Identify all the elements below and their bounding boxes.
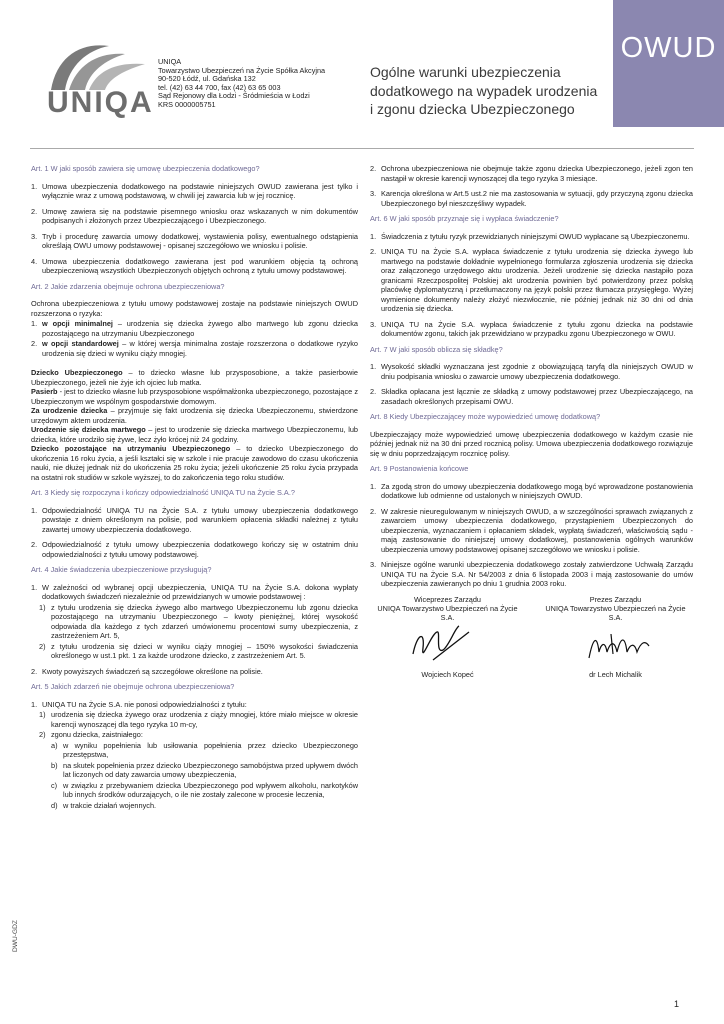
definition: Pasierb - jest to dziecko własne lub przysposobione współmałżonka ubezpieczonego, pozostające z Ubezpieczonym we wspólnym gospodarstwie domowym. [31, 387, 358, 406]
company-line: UNIQA [158, 57, 182, 66]
definition: Dziecko pozostające na utrzymaniu Ubezpieczonego – to dziecko Ubezpieczonego do ukończenia 16 roku życia, a jeśli kształci się w szkole i nie pracuje zawodowo do czasu ukończenia nauki, nie dłużej jednak niż do ukończenia 25 roku życia; jeżeli ukończenie 25 roku życia przypada na ostatni rok studiów w szkole wyższej, to do zakończenia tego roku studiów. [31, 444, 358, 482]
definition: Dziecko Ubezpieczonego – to dziecko własne lub przysposobione, a także pasierbowie Ubezpieczonego, jeżeli nie żyje ich ojciec lub matka. [31, 368, 359, 387]
article-heading: Art. 4 Jakie świadczenia ubezpieczeniowe przysługują? [31, 565, 212, 574]
title-line: dodatkowego na wypadek urodzenia [370, 82, 598, 99]
article-heading: Art. 8 Kiedy Ubezpieczającey może wypowiedzieć umowę dodatkową? [370, 412, 601, 421]
signature-role: Prezes Zarządu [589, 594, 642, 604]
side-document-code: DWU-GDZ [12, 920, 19, 952]
list-item: 2. Ochrona ubezpieczeniowa nie obejmuje także zgonu dziecka Ubezpieczonego, jeżeli zgon ten nastąpił w okresie karencji wynoszącej dla tego ryzyka 3 miesiące. [370, 164, 693, 183]
signature-org: UNIQA Towarzystwo Ubezpieczeń na Życie S.A. [545, 603, 686, 622]
signature-block [370, 595, 525, 679]
article-heading: Art. 1 W jaki sposób zawiera się umowę ubezpieczenia dodatkowego? [31, 164, 260, 173]
article-heading: Art. 2 Jakie zdarzenia obejmuje ochrona ubezpieczeniowa? [31, 281, 225, 291]
sub-sub-item: b) na skutek popełnienia przez dziecko Ubezpieczonego samobójstwa przed upływem dwóch lat liczonych od daty zawarcia umowy ubezpieczenia, [51, 760, 358, 779]
list-item: 2. w opcji standardowej – w której wersja minimalna zostaje rozszerzona o dodatkowe ryzyko urodzenia się dzieci w wyniku ciąży mnogiej. [31, 339, 358, 358]
logo-wordmark: UNIQA [47, 86, 154, 119]
signature-name: Wojciech Kopeć [421, 669, 474, 679]
list-item: 2. UNIQA TU na Życie S.A. wypłaca świadczenie z tytułu urodzenia się dziecka żywego lub martwego na podstawie dokładnie wypełnionego formularza zgłoszenia urodzenia się dziecka oraz załączonego urzędowego aktu urodzenia. Jeżeli urodzenie się dziecka nastąpiło poza granicami Rzeczpospolitej Polskiej akt urodzenia powinien być potwierdzony przez polską placówkę dyplomatyczną i przetłumaczony na język polski przez tłumacza przysięgłego. Wyżej wymienione dokumenty należy złożyć niezwłocznie, nie później jednak niż 30 dni od dnia urodzenia się dziecka. [370, 247, 693, 313]
list-item: 4. Umowa ubezpieczenia dodatkowego zawierana jest pod warunkiem objęcia tą ochroną ubezpieczeniową wszystkich Ubezpieczonych objętych ochroną z tytułu umowy podstawowej. [31, 256, 358, 275]
signatures [370, 595, 693, 679]
paragraph: Ochrona ubezpieczeniowa z tytułu umowy podstawowej zostaje na podstawie niniejszych OWUD rozszerzona o ryzyka: [31, 299, 358, 318]
owud-tab-label: OWUD [620, 32, 717, 64]
list-item: 2. Odpowiedzialność z tytułu umowy ubezpieczenia dodatkowego kończy się w ostatnim dniu odpowiedzialności z tytułu umowy podstawowej. [31, 540, 358, 559]
list-item: 1. w opcji minimalnej – urodzenia się dziecka żywego albo martwego lub zgonu dziecka pozostającego na utrzymaniu Ubezpieczonego [31, 319, 358, 338]
sub-sub-item: c) w związku z przebywaniem dziecka Ubezpieczonego pod wpływem alkoholu, narkotyków lub innych środków odurzających, o ile nie zostały zalecone w procesie leczenia, [51, 780, 358, 799]
article-heading: Art. 5 Jakich zdarzeń nie obejmuje ochrona ubezpieczeniowa? [31, 682, 235, 691]
signature-name: dr Lech Michalik [589, 669, 642, 679]
list-item: 3. UNIQA TU na Życie S.A. wypłaca świadczenie z tytułu zgonu dziecka na podstawie dokumentów zgonu, takich jak przewidziano w przypadku zgonu Ubezpieczonego w OWU. [370, 319, 693, 338]
left-column [31, 164, 358, 811]
document-title [370, 63, 610, 119]
list-item: 1. W zależności od wybranej opcji ubezpieczenia, UNIQA TU na Życie S.A. dokona wypłaty dodatkowych świadczeń niezależnie od przewidzianych w umowie podstawowej : [31, 582, 358, 601]
sub-item: 1) urodzenia się dziecka żywego oraz urodzenia z ciąży mnogiej, które miało miejsce w okresie karencji wynoszącej dla tego ryzyka 10 m-cy, [39, 710, 358, 729]
signature-org: UNIQA Towarzystwo Ubezpieczeń na Życie S.A. [377, 603, 518, 622]
company-info [158, 58, 358, 110]
list-item: 1. Za zgodą stron do umowy ubezpieczenia dodatkowego mogą być wprowadzone postanowienia dodatkowe lub odmienne od ustalonych w niniejszych OWUD. [370, 481, 693, 500]
list-item: 3. Tryb i procedurę zawarcia umowy dodatkowej, wystawienia polisy, ewentualnego odstąpienia określają OWU umowy podstawowej - opisanej szczegółowo we wniosku i polisie. [31, 231, 358, 250]
list-item: 2. Umowę zawiera się na podstawie pisemnego wniosku oraz wskazanych w nim dokumentów podpisanych i złożonych przez Ubezpieczającego i Ubezpieczonego. [31, 206, 358, 225]
article-heading: Art. 9 Postanowienia końcowe [370, 464, 469, 473]
sub-sub-item: d) w trakcie działań wojennych. [51, 800, 157, 810]
signature-role: Wiceprezes Zarządu [414, 594, 481, 604]
list-item: 3. Karencja określona w Art.5 ust.2 nie ma zastosowania w sytuacji, gdy przyczyną zgonu dziecka Ubezpieczonego był nieszczęśliwy wypadek. [370, 189, 693, 208]
list-item: 2. Kwoty powyższych świadczeń są szczegółowe określone na polisie. [31, 666, 263, 676]
paragraph: Ubezpieczający może wypowiedzieć umowę ubezpieczenia dodatkowego w każdym czasie nie później jednak niż na 30 dni przed rocznicą polisy. Umowa ubezpieczenia dodatkowego rozwiązuje się w dniu poprzedzającym rocznicę polisy. [370, 429, 693, 458]
list-item: 1. Umowa ubezpieczenia dodatkowego na podstawie niniejszych OWUD zawierana jest tylko i wyłącznie wraz z umową podstawową, w chwili jej zawarcia lub w jej rocznicę. [31, 181, 358, 200]
article-heading: Art. 3 Kiedy się rozpoczyna i kończy odpowiedzialność UNIQA TU na Życie S.A.? [31, 488, 295, 497]
signature-block [538, 595, 693, 679]
company-line: KRS 0000005751 [158, 99, 216, 109]
definition: Urodzenie się dziecka martwego – jest to urodzenie się dziecka martwego Ubezpieczonemu, lub dziecka, które urodziło się żywe, lecz żyło krócej niż 24 godziny. [31, 425, 358, 444]
sub-item: 2) z tytułu urodzenia się dzieci w wyniku ciąży mnogiej – 150% wysokości świadczenia określonego w ust.1 pkt. 1 za każde urodzone dziecko, z zastrzeżeniem Art. 5. [39, 641, 358, 660]
list-item: 1. UNIQA TU na Życie S.A. nie ponosi odpowiedzialności z tytułu: [31, 699, 247, 709]
list-item: 1. Wysokość składki wyznaczana jest zgodnie z obowiązującą taryfą dla niniejszych OWUD w dniu podpisania wniosku o zawarcie umowy ubezpieczenia dodatkowego. [370, 362, 693, 381]
company-line: Towarzystwo Ubezpieczeń na Życie Spółka Akcyjna [158, 65, 326, 75]
owud-tab [613, 0, 724, 127]
right-column [370, 164, 693, 679]
article-heading: Art. 6 W jaki sposób przyznaje się i wypłaca świadczenie? [370, 214, 559, 223]
list-item: 3. Niniejsze ogólne warunki ubezpieczenia dodatkowego zostały zatwierdzone Uchwałą Zarządu UNIQA TU na Życie S.A. Nr 54/2003 z dnia 6 listopada 2003 i mają zastosowanie do umów ubezpieczenia zawieranych po dniu 1 grudnia 2003 roku. [370, 560, 693, 588]
definition: Za urodzenie dziecka – przyjmuje się fakt urodzenia się dziecka Ubezpieczonemu, stwierdzone urzędowym aktem urodzenia. [31, 406, 358, 425]
title-line: i zgonu dziecka Ubezpieczonego [370, 101, 575, 117]
company-line: Sąd Rejonowy dla Łodzi - Śródmieścia w Łodzi [158, 91, 310, 101]
list-item: 2. Składka opłacana jest łącznie ze składką z umowy podstawowej przez Ubezpieczającego, na zasadach określonych przepisami OWU. [370, 387, 693, 406]
handwritten-signature-icon [541, 624, 691, 668]
list-item: 1. Odpowiedzialność UNIQA TU na Życie S.A. z tytułu umowy ubezpieczenia dodatkowego powstaje z dniem określonym na polisie, pod warunkiem opłacenia składki należnej z tytułu zawartej umowy ubezpieczenia dodatkowego. [31, 505, 358, 534]
sub-item: 2) zgonu dziecka, zaistniałego: [39, 730, 143, 739]
list-item: 2. W zakresie nieuregulowanym w niniejszych OWUD, a w szczególności sprawach związanych z zawarciem umowy ubezpieczenia dodatkowego, przystąpieniem Ubezpieczonych do ubezpieczenia, wyznaczaniem i opłacaniem składek, wypłatą świadczeń, właściwością sądu - mają zastosowanie do niniejszej umowy dodatkowej, postanowienia ogólnych warunków ubezpieczenia umowy podstawowej opisanej szczegółowo we wniosku i polisie. [370, 506, 693, 554]
page-number: 1 [674, 999, 680, 1009]
company-line: tel. (42) 63 44 700, fax (42) 63 65 003 [158, 82, 281, 92]
uniqa-logo-icon [47, 40, 151, 92]
article-heading: Art. 7 W jaki sposób oblicza się składkę? [370, 344, 503, 354]
header-divider [30, 148, 694, 149]
list-item: 1. Świadczenia z tytułu ryzyk przewidzianych niniejszymi OWUD wypłacane są Ubezpieczonemu. [370, 231, 690, 241]
handwritten-signature-icon [373, 624, 523, 668]
sub-sub-item: a) w wyniku popełnienia lub usiłowania popełnienia przez dziecko Ubezpieczonego przestępstwa, [51, 740, 358, 759]
title-line: Ogólne warunki ubezpieczenia [370, 64, 561, 80]
company-line: 90-520 Łódź, ul. Gdańska 132 [158, 74, 256, 84]
sub-item: 1) z tytułu urodzenia się dziecka żywego albo martwego Ubezpieczonemu lub zgonu dziecka pozostającego na utrzymaniu Ubezpieczonego – kwoty pieniężnej, której wysokość odpowiada dla każdego z tych zdarzeń umówionemu procentowi sumy ubezpieczenia, z zastrzeżeniem Art. 5, [39, 602, 358, 640]
